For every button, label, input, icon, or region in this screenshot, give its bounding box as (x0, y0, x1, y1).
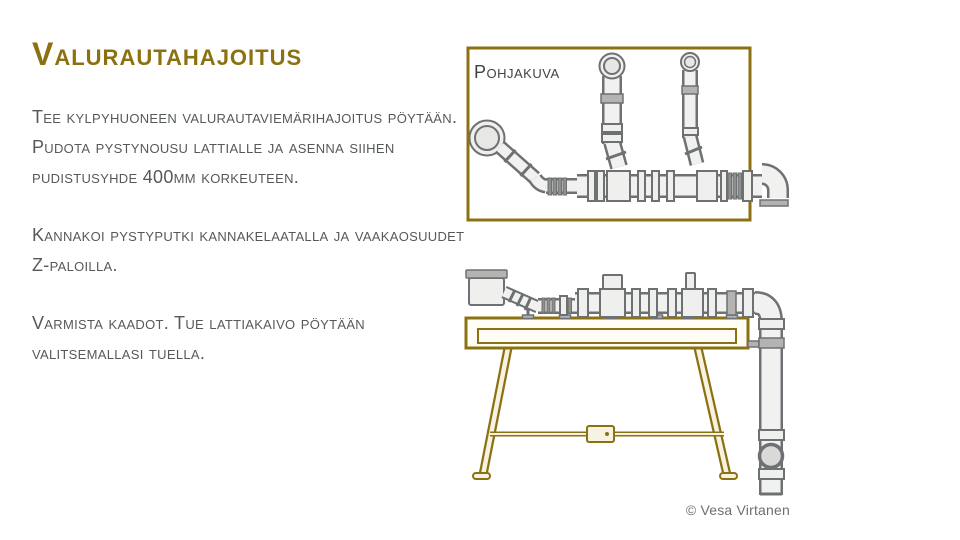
instruction-paragraph: Kannakoi pystyputki kannakelaatalla ja vaakaosuudet Z-paloilla. (32, 225, 465, 275)
table-clamp (748, 341, 759, 347)
riser-pipe-1 (600, 54, 627, 168)
table-foot-right (720, 473, 737, 479)
side-view-diagram (440, 262, 800, 520)
side-view-figure (440, 262, 800, 520)
plan-view-figure (440, 40, 800, 240)
instruction-text-block (32, 102, 472, 396)
page-title: Valurautahajoitus (32, 36, 303, 72)
table-foot-left (473, 473, 490, 479)
plan-view-diagram (440, 40, 800, 240)
end-elbow-plan (760, 174, 788, 206)
drain-connector-pipe (500, 147, 577, 195)
work-table (466, 318, 748, 479)
plan-label: Pohjakuva (474, 62, 560, 82)
drain-connector-side (504, 290, 575, 315)
main-pipe-fittings (588, 171, 752, 201)
riser-pipe-2 (681, 53, 702, 164)
instruction-paragraph: Tee kylpyhuoneen valurautaviemärihajoitus pöytään. Pudota pystynousu lattialle ja asenna siihen pudistusyhde 400mm korkeuteen. (32, 107, 458, 187)
floor-drain-side (466, 270, 507, 305)
vertical-downpipe (748, 303, 784, 495)
copyright-credit: © Vesa Virtanen (685, 502, 790, 518)
crossbar-clamp (587, 426, 614, 442)
cleanout-port (760, 445, 783, 468)
instruction-paragraph: Varmista kaadot. Tue lattiakaivo pöytään valitsemallasi tuella. (32, 313, 365, 363)
